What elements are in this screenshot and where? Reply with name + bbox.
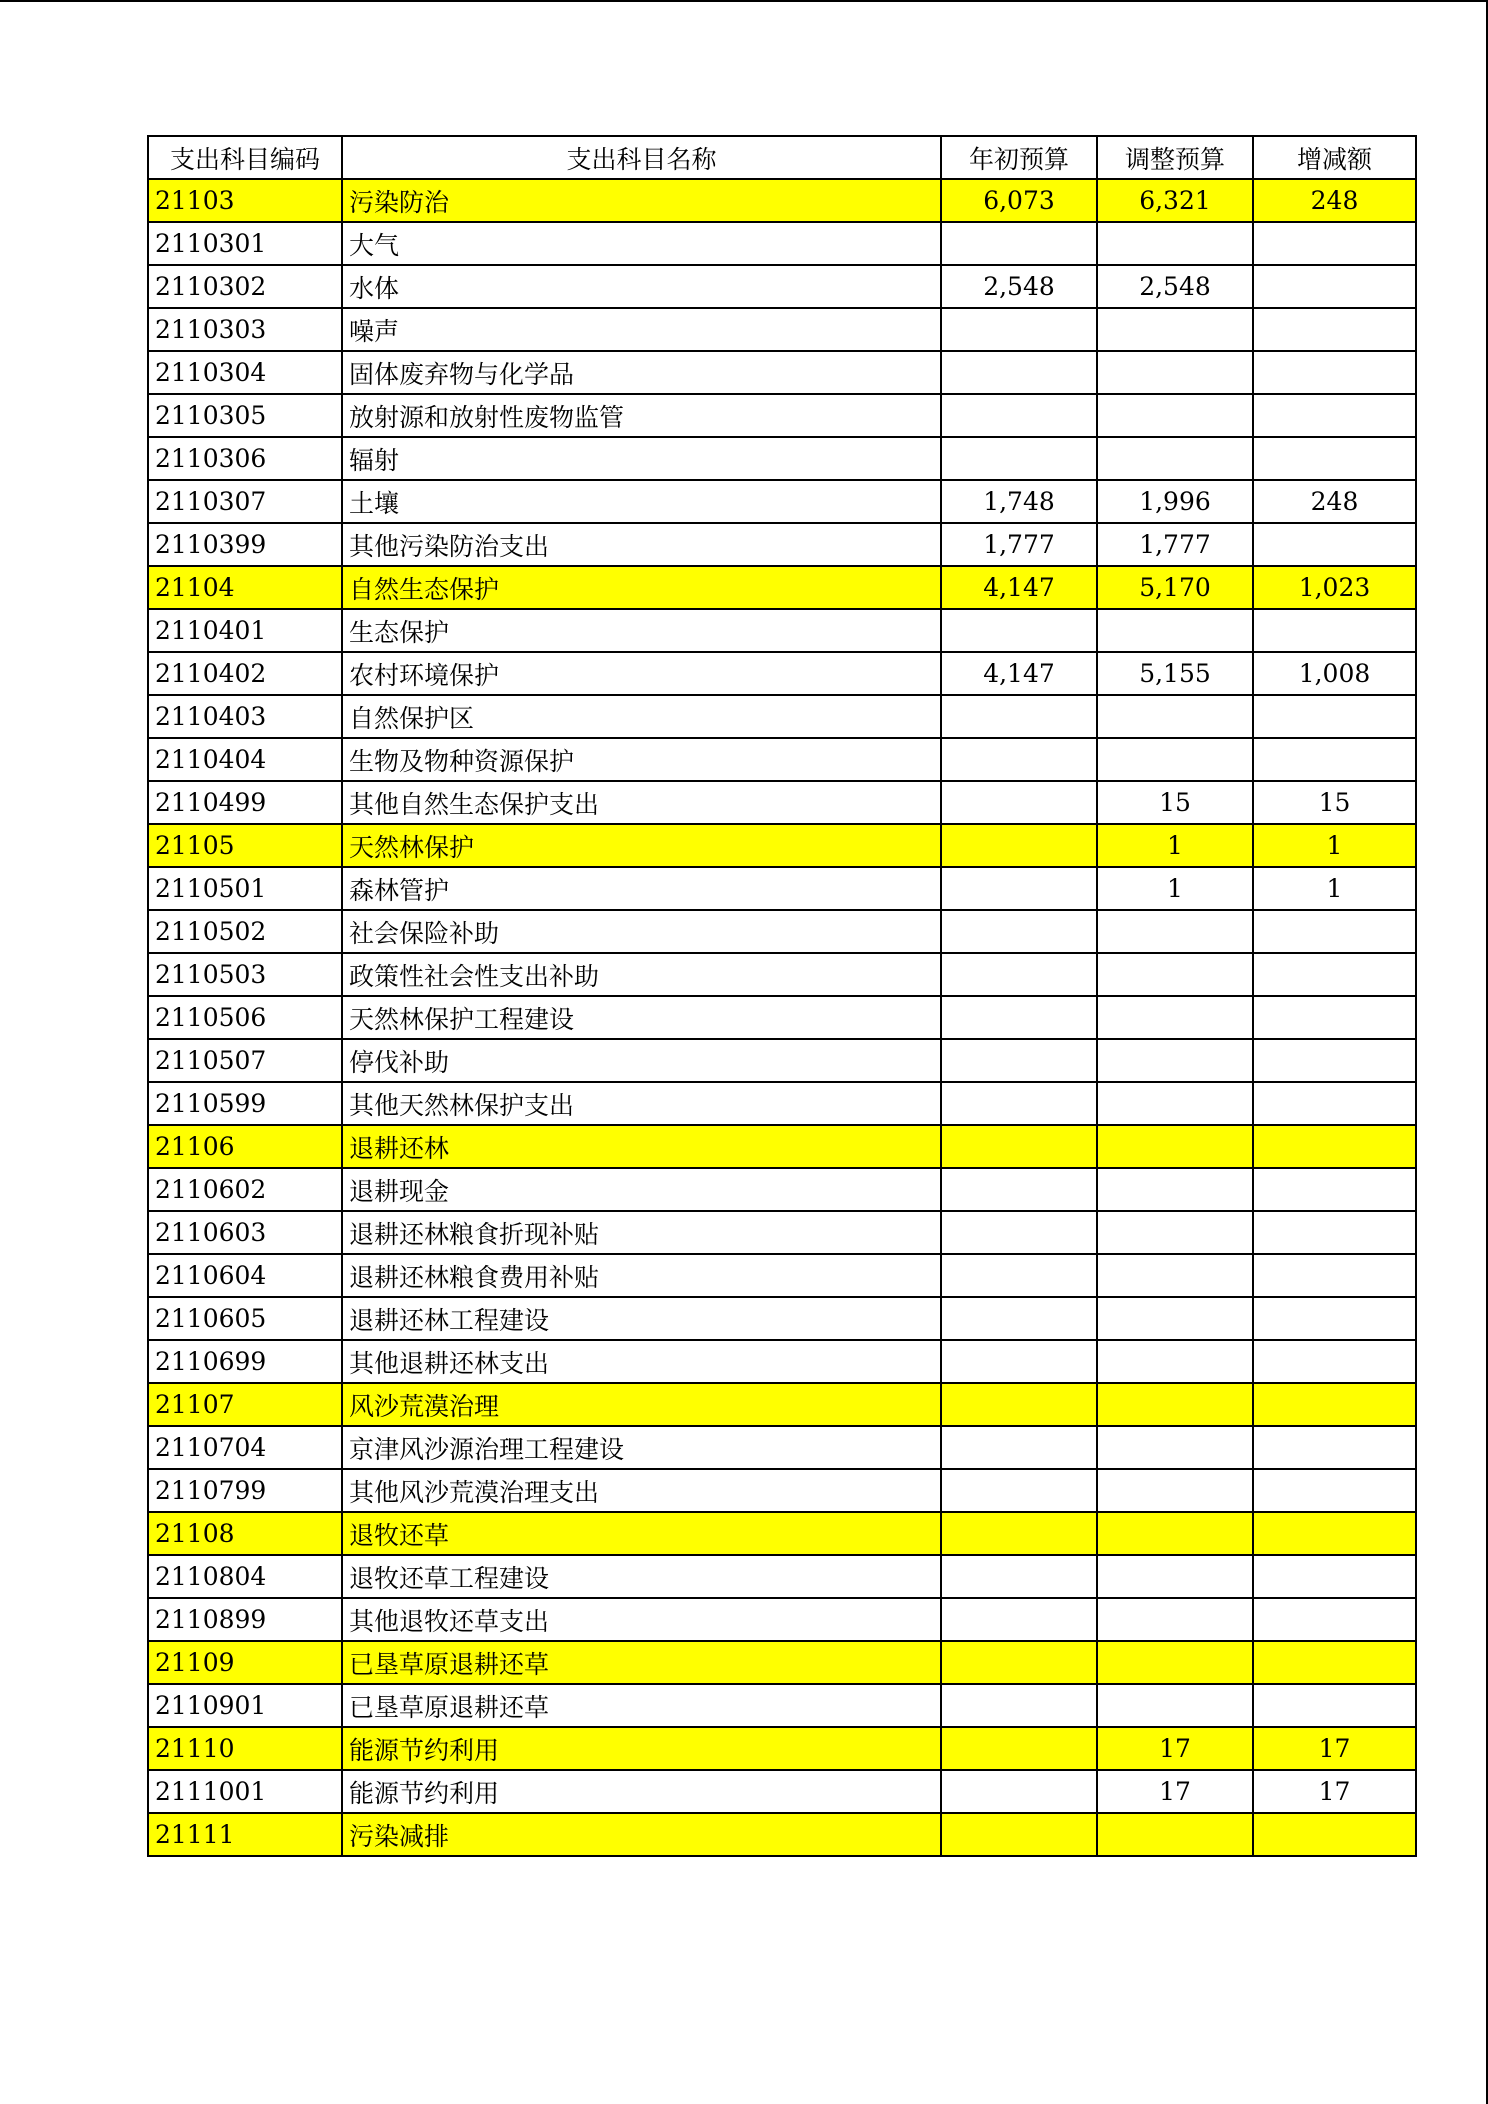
cell-adjusted-budget xyxy=(1097,738,1253,781)
cell-adjusted-budget: 1 xyxy=(1097,867,1253,910)
header-initial-budget: 年初预算 xyxy=(941,136,1097,179)
cell-code: 21111 xyxy=(148,1813,342,1856)
cell-code: 2110899 xyxy=(148,1598,342,1641)
cell-code: 2110799 xyxy=(148,1469,342,1512)
cell-initial-budget xyxy=(941,1168,1097,1211)
cell-name: 噪声 xyxy=(342,308,941,351)
cell-change xyxy=(1253,437,1416,480)
cell-change xyxy=(1253,351,1416,394)
cell-code: 2110804 xyxy=(148,1555,342,1598)
cell-name: 大气 xyxy=(342,222,941,265)
cell-code: 2110506 xyxy=(148,996,342,1039)
cell-change: 1 xyxy=(1253,867,1416,910)
cell-name: 已垦草原退耕还草 xyxy=(342,1641,941,1684)
cell-name: 污染减排 xyxy=(342,1813,941,1856)
cell-code: 2110602 xyxy=(148,1168,342,1211)
cell-initial-budget xyxy=(941,1125,1097,1168)
cell-code: 2110302 xyxy=(148,265,342,308)
cell-name: 退耕还林 xyxy=(342,1125,941,1168)
cell-adjusted-budget xyxy=(1097,609,1253,652)
cell-change xyxy=(1253,1598,1416,1641)
cell-name: 能源节约利用 xyxy=(342,1727,941,1770)
cell-name: 其他风沙荒漠治理支出 xyxy=(342,1469,941,1512)
table-row xyxy=(148,1254,1416,1297)
cell-code: 2110402 xyxy=(148,652,342,695)
table-row xyxy=(148,1297,1416,1340)
cell-change xyxy=(1253,1211,1416,1254)
cell-initial-budget xyxy=(941,1211,1097,1254)
cell-name: 退牧还草 xyxy=(342,1512,941,1555)
cell-adjusted-budget xyxy=(1097,1598,1253,1641)
cell-adjusted-budget: 15 xyxy=(1097,781,1253,824)
cell-initial-budget xyxy=(941,1598,1097,1641)
budget-table xyxy=(147,135,1417,1857)
cell-change xyxy=(1253,738,1416,781)
cell-adjusted-budget xyxy=(1097,1684,1253,1727)
cell-change xyxy=(1253,996,1416,1039)
table-row xyxy=(148,1383,1416,1426)
cell-change: 17 xyxy=(1253,1727,1416,1770)
cell-change xyxy=(1253,1555,1416,1598)
table-row xyxy=(148,996,1416,1039)
cell-initial-budget xyxy=(941,222,1097,265)
cell-name: 已垦草原退耕还草 xyxy=(342,1684,941,1727)
cell-adjusted-budget xyxy=(1097,1125,1253,1168)
cell-code: 21110 xyxy=(148,1727,342,1770)
cell-code: 2110699 xyxy=(148,1340,342,1383)
cell-adjusted-budget: 5,155 xyxy=(1097,652,1253,695)
cell-adjusted-budget xyxy=(1097,1641,1253,1684)
cell-adjusted-budget xyxy=(1097,437,1253,480)
cell-name: 停伐补助 xyxy=(342,1039,941,1082)
cell-initial-budget xyxy=(941,1813,1097,1856)
table-row xyxy=(148,1168,1416,1211)
cell-adjusted-budget: 1,996 xyxy=(1097,480,1253,523)
cell-change xyxy=(1253,1512,1416,1555)
cell-change: 1 xyxy=(1253,824,1416,867)
table-row xyxy=(148,1555,1416,1598)
cell-initial-budget xyxy=(941,695,1097,738)
cell-name: 生物及物种资源保护 xyxy=(342,738,941,781)
table-row xyxy=(148,394,1416,437)
cell-code: 21109 xyxy=(148,1641,342,1684)
cell-change xyxy=(1253,1297,1416,1340)
table-header-row xyxy=(148,136,1416,179)
cell-adjusted-budget: 1 xyxy=(1097,824,1253,867)
cell-name: 京津风沙源治理工程建设 xyxy=(342,1426,941,1469)
cell-change xyxy=(1253,222,1416,265)
cell-code: 2110507 xyxy=(148,1039,342,1082)
cell-name: 能源节约利用 xyxy=(342,1770,941,1813)
cell-code: 2110305 xyxy=(148,394,342,437)
cell-name: 退牧还草工程建设 xyxy=(342,1555,941,1598)
cell-name: 自然保护区 xyxy=(342,695,941,738)
table-row xyxy=(148,824,1416,867)
cell-adjusted-budget xyxy=(1097,1211,1253,1254)
table-row xyxy=(148,265,1416,308)
table-row xyxy=(148,953,1416,996)
cell-name: 放射源和放射性废物监管 xyxy=(342,394,941,437)
cell-adjusted-budget xyxy=(1097,1340,1253,1383)
cell-adjusted-budget xyxy=(1097,1555,1253,1598)
cell-code: 2110401 xyxy=(148,609,342,652)
cell-name: 污染防治 xyxy=(342,179,941,222)
cell-initial-budget xyxy=(941,1684,1097,1727)
cell-code: 2110605 xyxy=(148,1297,342,1340)
cell-initial-budget xyxy=(941,394,1097,437)
cell-code: 2110301 xyxy=(148,222,342,265)
cell-name: 天然林保护工程建设 xyxy=(342,996,941,1039)
cell-initial-budget xyxy=(941,1082,1097,1125)
cell-initial-budget xyxy=(941,1254,1097,1297)
cell-change xyxy=(1253,523,1416,566)
cell-name: 天然林保护 xyxy=(342,824,941,867)
header-name: 支出科目名称 xyxy=(342,136,941,179)
cell-initial-budget xyxy=(941,1383,1097,1426)
cell-name: 退耕还林粮食折现补贴 xyxy=(342,1211,941,1254)
cell-name: 森林管护 xyxy=(342,867,941,910)
table-row xyxy=(148,1512,1416,1555)
cell-adjusted-budget xyxy=(1097,1469,1253,1512)
cell-initial-budget xyxy=(941,1727,1097,1770)
cell-change xyxy=(1253,1383,1416,1426)
cell-change xyxy=(1253,953,1416,996)
cell-name: 其他退耕还林支出 xyxy=(342,1340,941,1383)
cell-change xyxy=(1253,394,1416,437)
cell-initial-budget: 4,147 xyxy=(941,652,1097,695)
cell-code: 2110599 xyxy=(148,1082,342,1125)
cell-change xyxy=(1253,1641,1416,1684)
cell-code: 2110307 xyxy=(148,480,342,523)
cell-initial-budget xyxy=(941,1469,1097,1512)
cell-change: 248 xyxy=(1253,480,1416,523)
cell-initial-budget xyxy=(941,953,1097,996)
cell-adjusted-budget: 5,170 xyxy=(1097,566,1253,609)
cell-initial-budget xyxy=(941,1555,1097,1598)
cell-code: 21105 xyxy=(148,824,342,867)
cell-initial-budget xyxy=(941,351,1097,394)
table-row xyxy=(148,222,1416,265)
cell-code: 2110499 xyxy=(148,781,342,824)
cell-code: 21103 xyxy=(148,179,342,222)
table-row xyxy=(148,867,1416,910)
cell-change xyxy=(1253,609,1416,652)
cell-code: 2110303 xyxy=(148,308,342,351)
cell-change xyxy=(1253,1684,1416,1727)
table-row xyxy=(148,523,1416,566)
table-row xyxy=(148,179,1416,222)
cell-initial-budget xyxy=(941,867,1097,910)
cell-change xyxy=(1253,1254,1416,1297)
cell-adjusted-budget xyxy=(1097,394,1253,437)
table-row xyxy=(148,781,1416,824)
cell-name: 固体废弃物与化学品 xyxy=(342,351,941,394)
cell-initial-budget xyxy=(941,1641,1097,1684)
table-row xyxy=(148,308,1416,351)
cell-code: 2110603 xyxy=(148,1211,342,1254)
table-row xyxy=(148,1813,1416,1856)
cell-adjusted-budget: 6,321 xyxy=(1097,179,1253,222)
cell-change xyxy=(1253,308,1416,351)
cell-adjusted-budget xyxy=(1097,953,1253,996)
cell-name: 其他污染防治支出 xyxy=(342,523,941,566)
cell-change xyxy=(1253,1168,1416,1211)
table-row xyxy=(148,609,1416,652)
cell-code: 2110501 xyxy=(148,867,342,910)
cell-name: 自然生态保护 xyxy=(342,566,941,609)
table-row xyxy=(148,1125,1416,1168)
table-row xyxy=(148,1340,1416,1383)
table-row xyxy=(148,1684,1416,1727)
cell-adjusted-budget xyxy=(1097,351,1253,394)
cell-change xyxy=(1253,265,1416,308)
cell-change xyxy=(1253,695,1416,738)
table-row xyxy=(148,1039,1416,1082)
header-code: 支出科目编码 xyxy=(148,136,342,179)
cell-code: 2110901 xyxy=(148,1684,342,1727)
cell-adjusted-budget xyxy=(1097,1297,1253,1340)
cell-initial-budget xyxy=(941,1297,1097,1340)
cell-change xyxy=(1253,1469,1416,1512)
cell-code: 2110503 xyxy=(148,953,342,996)
table-row xyxy=(148,1082,1416,1125)
cell-adjusted-budget xyxy=(1097,222,1253,265)
header-adjusted-budget: 调整预算 xyxy=(1097,136,1253,179)
cell-code: 2110604 xyxy=(148,1254,342,1297)
cell-name: 其他天然林保护支出 xyxy=(342,1082,941,1125)
cell-initial-budget xyxy=(941,1512,1097,1555)
cell-initial-budget xyxy=(941,738,1097,781)
cell-adjusted-budget xyxy=(1097,1383,1253,1426)
cell-adjusted-budget: 17 xyxy=(1097,1727,1253,1770)
cell-adjusted-budget xyxy=(1097,308,1253,351)
cell-initial-budget xyxy=(941,1039,1097,1082)
cell-initial-budget xyxy=(941,1770,1097,1813)
cell-initial-budget: 6,073 xyxy=(941,179,1097,222)
table-row xyxy=(148,1211,1416,1254)
table-row xyxy=(148,480,1416,523)
cell-name: 风沙荒漠治理 xyxy=(342,1383,941,1426)
cell-code: 21104 xyxy=(148,566,342,609)
table-row xyxy=(148,695,1416,738)
table-row xyxy=(148,566,1416,609)
table-row xyxy=(148,1426,1416,1469)
table-row xyxy=(148,652,1416,695)
cell-adjusted-budget xyxy=(1097,1512,1253,1555)
cell-change: 248 xyxy=(1253,179,1416,222)
cell-initial-budget: 1,748 xyxy=(941,480,1097,523)
cell-name: 生态保护 xyxy=(342,609,941,652)
cell-adjusted-budget: 2,548 xyxy=(1097,265,1253,308)
table-row xyxy=(148,351,1416,394)
cell-adjusted-budget xyxy=(1097,996,1253,1039)
table-row xyxy=(148,910,1416,953)
cell-name: 退耕现金 xyxy=(342,1168,941,1211)
cell-change xyxy=(1253,910,1416,953)
cell-adjusted-budget xyxy=(1097,1082,1253,1125)
cell-initial-budget xyxy=(941,1340,1097,1383)
table-row xyxy=(148,738,1416,781)
cell-initial-budget xyxy=(941,996,1097,1039)
cell-change xyxy=(1253,1082,1416,1125)
cell-adjusted-budget xyxy=(1097,1039,1253,1082)
cell-change xyxy=(1253,1039,1416,1082)
cell-adjusted-budget xyxy=(1097,1168,1253,1211)
cell-name: 政策性社会性支出补助 xyxy=(342,953,941,996)
cell-name: 土壤 xyxy=(342,480,941,523)
cell-name: 其他自然生态保护支出 xyxy=(342,781,941,824)
cell-code: 21106 xyxy=(148,1125,342,1168)
cell-initial-budget xyxy=(941,437,1097,480)
cell-initial-budget xyxy=(941,781,1097,824)
cell-adjusted-budget xyxy=(1097,1254,1253,1297)
header-change: 增减额 xyxy=(1253,136,1416,179)
table-row xyxy=(148,437,1416,480)
cell-change xyxy=(1253,1340,1416,1383)
page-top-border xyxy=(0,0,1488,2)
cell-adjusted-budget xyxy=(1097,1813,1253,1856)
table-row xyxy=(148,1770,1416,1813)
cell-name: 其他退牧还草支出 xyxy=(342,1598,941,1641)
cell-code: 2110399 xyxy=(148,523,342,566)
table-row xyxy=(148,1469,1416,1512)
cell-adjusted-budget: 1,777 xyxy=(1097,523,1253,566)
cell-initial-budget: 2,548 xyxy=(941,265,1097,308)
cell-name: 农村环境保护 xyxy=(342,652,941,695)
cell-name: 社会保险补助 xyxy=(342,910,941,953)
cell-initial-budget: 1,777 xyxy=(941,523,1097,566)
cell-change: 1,023 xyxy=(1253,566,1416,609)
table-row xyxy=(148,1727,1416,1770)
cell-change xyxy=(1253,1426,1416,1469)
cell-change xyxy=(1253,1125,1416,1168)
cell-initial-budget xyxy=(941,308,1097,351)
cell-code: 21107 xyxy=(148,1383,342,1426)
cell-change: 15 xyxy=(1253,781,1416,824)
cell-change xyxy=(1253,1813,1416,1856)
cell-name: 水体 xyxy=(342,265,941,308)
cell-code: 2110304 xyxy=(148,351,342,394)
cell-adjusted-budget xyxy=(1097,1426,1253,1469)
cell-name: 退耕还林粮食费用补贴 xyxy=(342,1254,941,1297)
cell-initial-budget xyxy=(941,1426,1097,1469)
cell-code: 2110403 xyxy=(148,695,342,738)
cell-code: 2110502 xyxy=(148,910,342,953)
cell-change: 17 xyxy=(1253,1770,1416,1813)
cell-code: 2110704 xyxy=(148,1426,342,1469)
table-row xyxy=(148,1641,1416,1684)
table-body xyxy=(148,179,1416,1856)
cell-code: 2110306 xyxy=(148,437,342,480)
cell-code: 21108 xyxy=(148,1512,342,1555)
cell-initial-budget xyxy=(941,910,1097,953)
cell-adjusted-budget: 17 xyxy=(1097,1770,1253,1813)
cell-adjusted-budget xyxy=(1097,695,1253,738)
cell-initial-budget xyxy=(941,824,1097,867)
cell-initial-budget: 4,147 xyxy=(941,566,1097,609)
cell-code: 2111001 xyxy=(148,1770,342,1813)
cell-code: 2110404 xyxy=(148,738,342,781)
cell-adjusted-budget xyxy=(1097,910,1253,953)
table-row xyxy=(148,1598,1416,1641)
cell-initial-budget xyxy=(941,609,1097,652)
cell-name: 辐射 xyxy=(342,437,941,480)
cell-name: 退耕还林工程建设 xyxy=(342,1297,941,1340)
cell-change: 1,008 xyxy=(1253,652,1416,695)
